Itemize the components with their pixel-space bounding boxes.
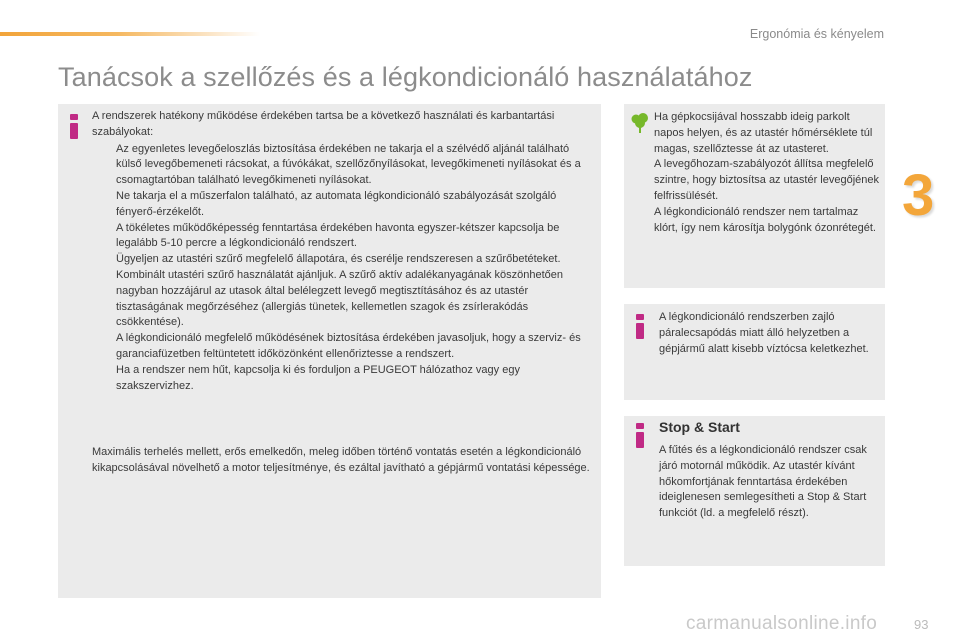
page-title: Tanácsok a szellőzés és a légkondicionáló használatához [58,62,753,92]
list-item [92,331,592,363]
towing-advice-text: Maximális terhelés mellett, erős emelkedőn, meleg időben történő vontatás esetén a légkondicionáló kikapcsolásával növelhető a motor teljesítménye, és ezáltal javítható a gépjármű vontatási képessége. [92,446,590,474]
eco-tip-text: Ha gépkocsijával hosszabb ideig parkolt napos helyen, és az utastér hőmérséklete túl magas, szellőztesse át az utasteret. A levegőhozam-szabályozót állítsa megfelelő szintre, hogy biztosítsa az utastér levegőjének felfrissülését. A légkondicionáló rendszer nem tartalmaz klórt, így nem károsítja bolygónk ózonrétegét. [654,111,880,234]
main-panel-content [92,109,592,394]
stop-start-panel [624,416,885,566]
maintenance-rules-list [92,142,592,395]
list-item-text: Az egyenletes levegőeloszlás biztosítása érdekében ne takarja el a szélvédő aljánál található külső levegőbemeneti rácsokat, a fúvókákat, szellőzőnyílásokat, levegőkimeneti nyílásokat és a csomagtartóban található levegőkimeneti nyílásokat. [116,142,581,187]
condensation-info-panel [624,304,885,400]
list-item-text: A légkondicionáló megfelelő működésének biztosítása érdekében javasoljuk, hogy a szerviz- és garanciafüzetben feltüntetett időközönként ellenőriztesse a rendszert. [116,332,581,360]
list-item [92,252,592,331]
section-name: Ergonómia és kényelem [749,27,884,41]
list-item [92,363,592,395]
list-item [92,142,592,189]
watermark: carmanualsonline.info [686,613,878,634]
info-icon [636,314,644,339]
chapter-number: 3 [902,163,935,228]
condensation-info-text: A légkondicionáló rendszerben zajló páralecsapódás miatt álló helyzetben a gépjármű alatt kisebb víztócsa keletkezhet. [659,311,869,355]
list-item-text: A tökéletes működőképesség fenntartása érdekében havonta egyszer-kétszer kapcsolja be legalább 5-10 percre a légkondicionáló rendszert. [116,221,560,250]
info-icon [70,114,78,139]
eco-leaf-icon [631,112,649,134]
list-item [92,189,592,221]
info-icon [636,423,644,448]
stop-start-text: A fűtés és a légkondicionáló rendszer csak járó motornál működik. Az utastér kívánt hőkomfortjának fenntartása érdekében ideiglenesen semlegesítheti a Stop & Start funkciót (ld. a megfelelő részt). [659,444,867,520]
header-accent-bar [0,32,260,36]
main-panel-intro: A rendszerek hatékony működése érdekében tartsa be a következő használati és karbantartási szabályokat: [92,110,555,138]
main-info-panel [58,104,601,598]
stop-start-heading: Stop & Start [659,419,740,435]
list-item-text: Ha a rendszer nem hűt, kapcsolja ki és forduljon a PEUGEOT hálózathoz vagy egy szakszervizhez. [116,363,520,392]
list-item [92,221,592,253]
list-item-extra-text: Kombinált utastéri szűrő használatát ajánljuk. A szűrő aktív adalékanyagának köszönhetően nagyban hozzájárul az utasok által belélegzett levegő megtisztításához és az utastér tisztaságának megőrzéséhez (allergiás tünetek, kellemetlen szagok és zsírlerakódás csökkentése). [116,268,563,329]
list-item-text: Ne takarja el a műszerfalon található, az automata légkondicionáló szabályozását szolgáló fényerő-érzékelőt. [116,189,557,218]
list-item-text: Ügyeljen az utastéri szűrő megfelelő állapotára, és cserélje rendszeresen a szűrőbetéteket. [116,253,561,266]
eco-tip-panel [624,104,885,288]
page-number: 93 [914,617,929,632]
